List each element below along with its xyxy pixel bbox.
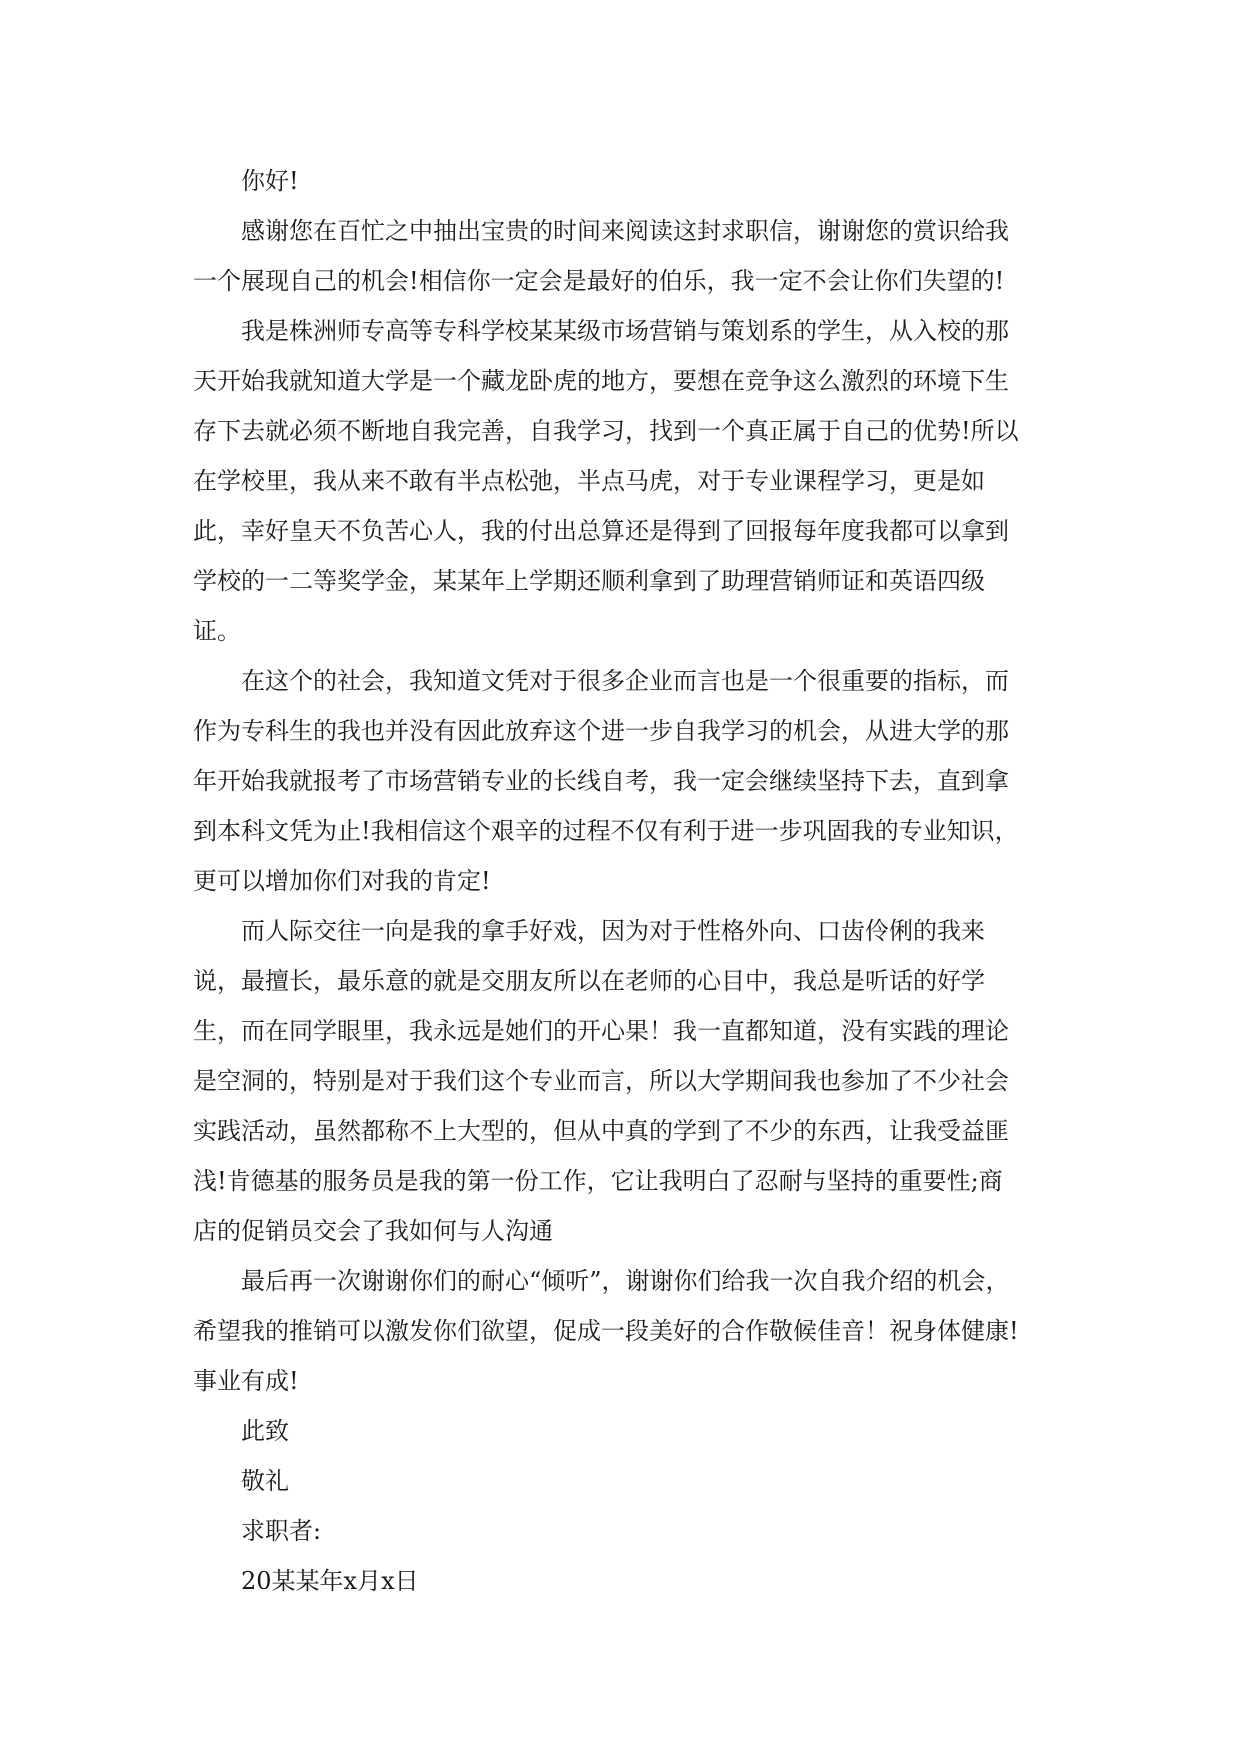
paragraph-line: 我是株洲师专高等专科学校某某级市场营销与策划系的学生，从入校的那 bbox=[241, 317, 1009, 345]
letter-body bbox=[193, 156, 1055, 1606]
paragraph-line: 更可以增加你们对我的肯定! bbox=[193, 867, 491, 895]
closing-salutation: 此致 bbox=[241, 1417, 289, 1445]
paragraph-line: 浅!肯德基的服务员是我的第一份工作，它让我明白了忍耐与坚持的重要性;商 bbox=[193, 1167, 1003, 1195]
paragraph-line: 店的促销员交会了我如何与人沟通 bbox=[193, 1217, 553, 1245]
paragraph-line: 生，而在同学眼里，我永远是她们的开心果！我一直都知道，没有实践的理论 bbox=[193, 1017, 1009, 1045]
paragraph-line: 在这个的社会，我知道文凭对于很多企业而言也是一个很重要的指标，而 bbox=[241, 667, 1009, 695]
paragraph-line: 是空洞的，特别是对于我们这个专业而言，所以大学期间我也参加了不少社会 bbox=[193, 1067, 1009, 1095]
paragraph-line: 此，幸好皇天不负苦心人，我的付出总算还是得到了回报每年度我都可以拿到 bbox=[193, 517, 1009, 545]
paragraph-line: 作为专科生的我也并没有因此放弃这个进一步自我学习的机会，从进大学的那 bbox=[193, 717, 1009, 745]
paragraph-line: 存下去就必须不断地自我完善，自我学习，找到一个真正属于自己的优势!所以 bbox=[193, 417, 1019, 445]
paragraph-line: 最后再一次谢谢你们的耐心“倾听”，谢谢你们给我一次自我介绍的机会， bbox=[241, 1267, 1010, 1295]
paragraph-line: 事业有成! bbox=[193, 1367, 299, 1395]
paragraph-line: 而人际交往一向是我的拿手好戏，因为对于性格外向、口齿伶俐的我来 bbox=[241, 917, 985, 945]
greeting: 你好! bbox=[241, 167, 299, 195]
paragraph-line: 一个展现自己的机会!相信你一定会是最好的伯乐，我一定不会让你们失望的! bbox=[193, 267, 1005, 295]
paragraph-background bbox=[193, 306, 1055, 656]
paragraph-line: 感谢您在百忙之中抽出宝贵的时间来阅读这封求职信，谢谢您的赏识给我 bbox=[241, 217, 1009, 245]
paragraph-line: 希望我的推销可以激发你们欲望，促成一段美好的合作敬候佳音！祝身体健康! bbox=[193, 1317, 1019, 1345]
letter-date: 20某某年x月x日 bbox=[241, 1567, 419, 1595]
paragraph-thanks bbox=[193, 206, 1055, 306]
paragraph-education bbox=[193, 656, 1055, 906]
paragraph-line: 年开始我就报考了市场营销专业的长线自考，我一定会继续坚持下去，直到拿 bbox=[193, 767, 1009, 795]
paragraph-line: 天开始我就知道大学是一个藏龙卧虎的地方，要想在竞争这么激烈的环境下生 bbox=[193, 367, 1009, 395]
paragraph-closing-thanks bbox=[193, 1256, 1055, 1406]
signature-label: 求职者: bbox=[241, 1517, 322, 1545]
paragraph-line: 证。 bbox=[193, 617, 241, 645]
paragraph-line: 实践活动，虽然都称不上大型的，但从中真的学到了不少的东西，让我受益匪 bbox=[193, 1117, 1009, 1145]
closing-regards: 敬礼 bbox=[241, 1467, 289, 1495]
paragraph-line: 在学校里，我从来不敢有半点松弛，半点马虎，对于专业课程学习，更是如 bbox=[193, 467, 985, 495]
paragraph-line: 说，最擅长，最乐意的就是交朋友所以在老师的心目中，我总是听话的好学 bbox=[193, 967, 985, 995]
paragraph-line: 到本科文凭为止!我相信这个艰辛的过程不仅有利于进一步巩固我的专业知识， bbox=[193, 817, 1019, 845]
paragraph-social-skills bbox=[193, 906, 1055, 1256]
paragraph-line: 学校的一二等奖学金，某某年上学期还顺利拿到了助理营销师证和英语四级 bbox=[193, 567, 985, 595]
